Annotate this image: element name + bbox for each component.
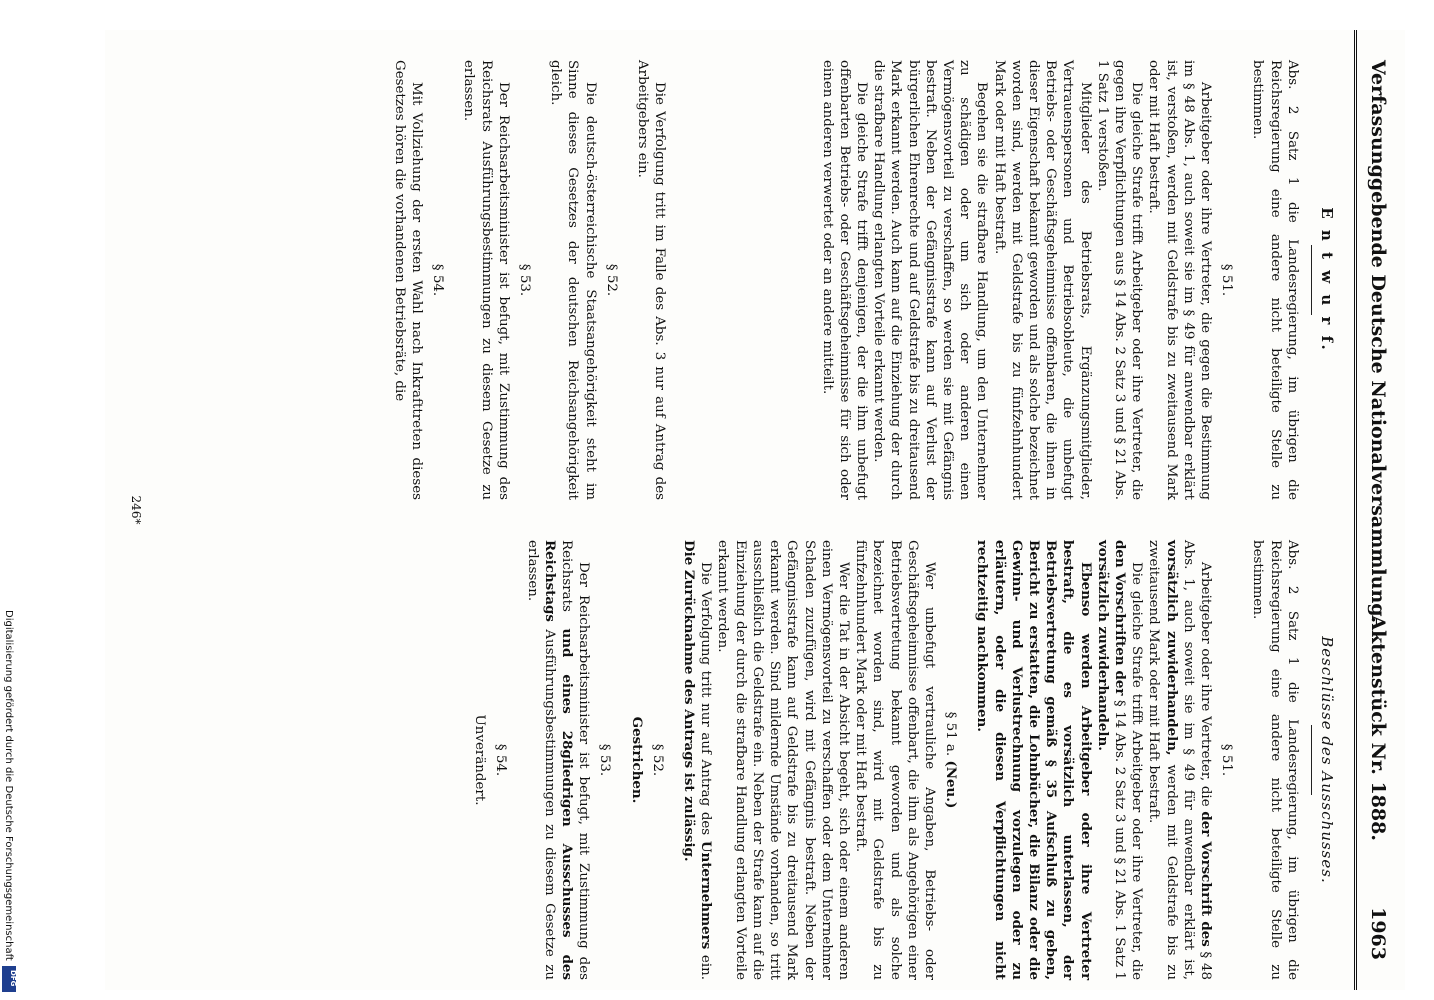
paragraph: Die deutsch-österreichische Staatsangehörigkeit steht im Sinne dieses Gesetzes der deutschen Reichsangehörigkeit gleich.: [548, 60, 598, 500]
divider: [1311, 245, 1312, 315]
section-heading: § 52.: [603, 263, 619, 297]
header-number: [1367, 615, 1389, 960]
aktenstueck-label: Aktenstück Nr. 1888.: [1367, 615, 1389, 841]
paragraph: Die Verfolgung tritt nur auf Antrag des Unternehmers ein. Die Zurücknahme des Antrags ist zulässig.: [681, 540, 715, 980]
column-entwurf: [391, 60, 1335, 500]
paragraph: Die gleiche Strafe trifft Arbeitgeber oder ihre Vertreter, die den Vorschriften der § 14 Abs. 2 Satz 3 und § 21 Abs. 1 Satz 1 vorsätzlich zuwiderhandeln.: [1094, 540, 1145, 980]
paragraph: Ebenso werden Arbeitgeber oder ihre Vertreter bestraft, die es vorsätzlich unterlassen, der Betriebsvertretung gemäß § 35 Aufschluß zu geben, Bericht zu erstatten, die Lohnbücher, die Bilanz oder die Gewinn- und Verlustrechnung vorzulegen oder zu erläutern, oder die diesen Verpflichtungen nicht rechtzeitig nachkommen.: [974, 540, 1094, 980]
section-heading: § 53.: [517, 263, 533, 297]
paragraph: Der Reichsarbeitsminister ist befugt, mit Zustimmung des Reichsrats und eines 28gliedrigen Ausschusses des Reichstags Ausführungsbestimmungen zu diesem Gesetze zu erlassen.: [524, 540, 592, 980]
paragraph: Der Reichsarbeitsminister ist befugt, mit Zustimmung des Reichsrats Ausführungsbestimmungen zu diesem Gesetze zu erlassen.: [461, 60, 511, 500]
page-number-top: 1963: [1367, 907, 1389, 960]
paragraph: Die gleiche Strafe trifft Arbeitgeber oder ihre Vertreter, die gegen ihre Verpflichtungen aus § 14 Abs. 2 Satz 3 und § 21 Abs. 1 Satz 1 verstoßen.: [1094, 60, 1145, 500]
section-heading: § 51.: [1219, 263, 1235, 297]
divider: [1311, 725, 1312, 795]
intro-text: Abs. 2 Satz 1 die Landesregierung, im übrigen die Reichsregierung eine andere nicht beteiligte Stelle zu bestimmen.: [1250, 540, 1300, 980]
document-page: [105, 30, 1405, 990]
paragraph: Wer unbefugt vertrauliche Angaben, Betriebs- oder Geschäftsgeheimnisse offenbart, die ihm als Angehörigen einer Betriebsvertretung bekannt geworden und als solche bezeichnet worden sind, wird mit Geldstrafe bis zu fünfzehnhundert Mark oder mit Haft bestraft.: [853, 540, 937, 980]
header-title: Verfassunggebende Deutsche Nationalversammlung.: [1367, 60, 1389, 624]
section-heading: § 53.: [597, 743, 613, 777]
paragraph: Unverändert.: [472, 714, 488, 806]
column-title-beschluesse: Beschlüsse des Ausschusses.: [1318, 636, 1336, 884]
column-title-entwurf: E n t w u r f.: [1318, 207, 1336, 353]
column-beschluesse: [471, 540, 1335, 980]
paragraph: Arbeitgeber oder ihre Vertreter, die der Vorschrift des § 48 Abs. 1, auch soweit sie im § 49 für anwendbar erklärt ist, vorsätzlich zuwiderhandeln, werden mit Geldstrafe bis zu zweitausend Mark oder mit Haft bestraft.: [1146, 540, 1214, 981]
paragraph: Mit Vollziehung der ersten Wahl nach Inkrafttreten dieses Gesetzes hören die vorhandenen Betriebsräte, die: [391, 60, 425, 500]
digitization-footer: [2, 610, 16, 990]
paragraph: Arbeitgeber oder ihre Vertreter, die gegen die Bestimmung im § 48 Abs. 1, auch soweit sie im § 49 für anwendbar erklärt ist, verstoßen, werden mit Geldstrafe bis zu zweitausend Mark oder mit Haft bestraft.: [1146, 60, 1213, 500]
intro-text: Abs. 2 Satz 1 die Landesregierung, im übrigen die Reichsregierung eine andere nicht beteiligte Stelle zu bestimmen.: [1250, 60, 1300, 500]
paragraph: Wer die Tat in der Absicht begeht, sich oder einem anderen einen Vermögensvorteil zu verschaffen oder dem Unternehmer Schaden zuzufügen, wird mit Gefängnis bestraft. Neben der Gefängnisstrafe kann auf Geldstrafe bis zu dreitausend Mark erkannt werden. Sind mildernde Umstände vorhanden, so tritt ausschließlich die Geldstrafe ein. Neben der Strafe kann auf die Einziehung der durch die strafbare Handlung erlangten Vorteile erkannt werden.: [715, 540, 851, 980]
paragraph: Die Verfolgung tritt im Falle des Abs. 3 nur auf Antrag des Arbeitgebers ein.: [635, 60, 668, 500]
section-heading: § 51 a. (Neu.): [943, 711, 960, 809]
dfg-logo: DFG: [2, 966, 16, 992]
paragraph: Mitglieder des Betriebsrats, Ergänzungsmitglieder, Vertrauenspersonen und Betriebsobleute, die unbefugt Betriebs- oder Geschäftsgeheimnisse offenbaren, die ihnen in dieser Eigenschaft bekannt geworden und als solche bezeichnet worden sind, werden mit Geldstrafe bis zu fünfzehnhundert Mark oder mit Haft bestraft.: [991, 60, 1093, 500]
paragraph: Gestrichen.: [628, 716, 645, 804]
section-heading: § 51.: [1219, 743, 1235, 777]
page-header: [1354, 30, 1397, 990]
section-heading: § 54.: [493, 743, 509, 777]
section-heading: § 54.: [430, 263, 446, 297]
section-heading: § 52.: [649, 743, 665, 777]
paragraph: Die gleiche Strafe trifft denjenigen, der die ihm unbefugt offenbarten Betriebs- oder Geschäftsgeheimnisse für sich oder einen anderen verwertet oder an andere mitteilt.: [819, 60, 869, 500]
page-number-bottom: 246*: [129, 495, 143, 525]
paragraph: Begehen sie die strafbare Handlung, um den Unternehmer zu schädigen oder um sich oder anderen einen Vermögensvorteil zu verschaffen, so werden sie mit Gefängnis bestraft. Neben der Gefängnisstrafe kann auf Verlust der bürgerlichen Ehrenrechte und auf Geldstrafe bis zu dreitausend Mark erkannt werden. Auch kann auf die Einziehung der durch die strafbare Handlung erlangten Vorteile erkannt werden.: [871, 60, 990, 500]
footer-text: Digitalisierung gefördert durch die Deutsche Forschungsgemeinschaft: [3, 610, 14, 961]
